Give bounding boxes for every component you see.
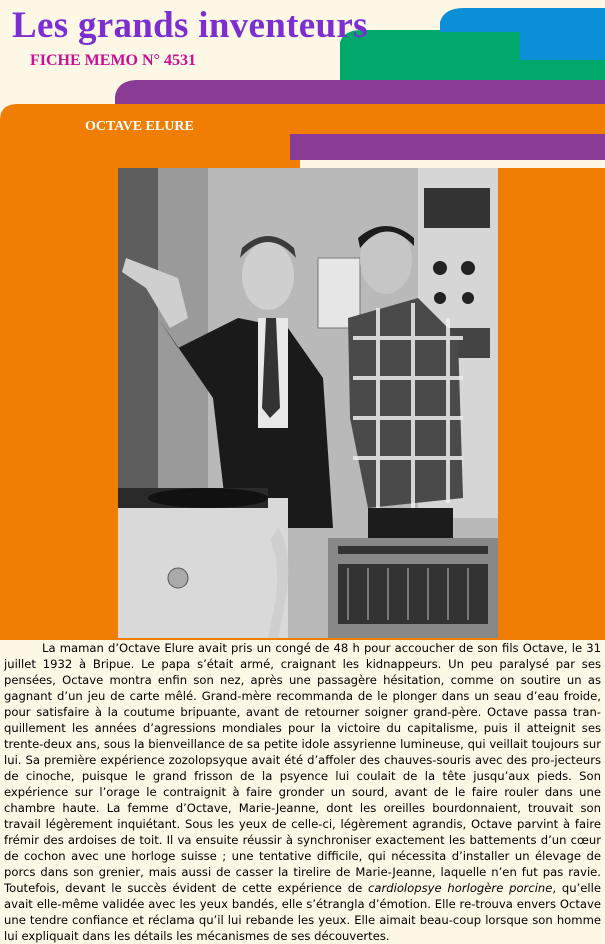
article-italic-term: cardiolopsye horlogère porcine xyxy=(368,881,553,895)
purple-stripe xyxy=(290,134,605,160)
article-part2: , qu’elle avait elle-même validée avec les yeux bandés, elle s’étrangla d’émotion. Elle re-trouva envers Octave une tendre confiance et réclama qu’il lui rebande les yeux. Elle aimait beau-coup lorsque son homme lui expliquait dans les détails les mécanismes de ses découvertes. xyxy=(4,881,601,943)
inventor-name: OCTAVE ELURE xyxy=(85,119,194,134)
photo-two-men-lab-icon xyxy=(118,168,498,638)
page-title: Les grands inventeurs xyxy=(12,5,368,46)
inventor-photo xyxy=(118,168,498,638)
article-text xyxy=(4,640,601,944)
memo-number: FICHE MEMO N° 4531 xyxy=(30,52,196,69)
article-part1: La maman d’Octave Elure avait pris un congé de 48 h pour accoucher de son fils Octave, le 31 juillet 1932 à Bripue. Le papa s’était armé, craignant les kidnappeurs. Un peu paralysé par ses pensées, Octave montra enfin son nez, après une passagère hésitation, comme on soutire un as gagnant d’un jeu de carte mêlé. Grand-mère recommanda de le plonger dans un seau d’eau froide, pour satisfaire à la coutume bripuante, avant de retourner soigner grand-père. Octave passa tran-quillement les années d’agressions mondiales pour la victoire du capitalisme, puis il atteignit ses trente-deux ans, sous la bienveillance de sa petite idole assyrienne lumineuse, qui veillait toujours sur lui. Sa première expérience zozolopsyque avait été d’affoler des chauves-souris avec des pro-jecteurs de cinoche, puisque le grand frisson de la psyence lui coulait de la tête jusqu’aux pieds. Son expérience sur l’orage le contraignit à faire gronder un sourd, avant de le faire rouler dans une chambre haute. La femme d’Octave, Marie-Jeanne, dont les oreilles bourdonnaient, trouvait son travail légèrement inquiétant. Sous les yeux de celle-ci, légèrement agrandis, Octave parvint à faire frémir des ardoises de toit. Il va ensuite réussir à synchroniser exactement les battements d’un cœur de cochon avec une horloge suisse ; une tentative difficile, qui nécessita d’installer un élevage de porcs dans son grenier, mais aussi de casser la tirelire de Marie-Jeanne, laquelle n’en fut pas ravie. Toutefois, devant le succès évident de cette expérience de xyxy=(4,641,601,895)
